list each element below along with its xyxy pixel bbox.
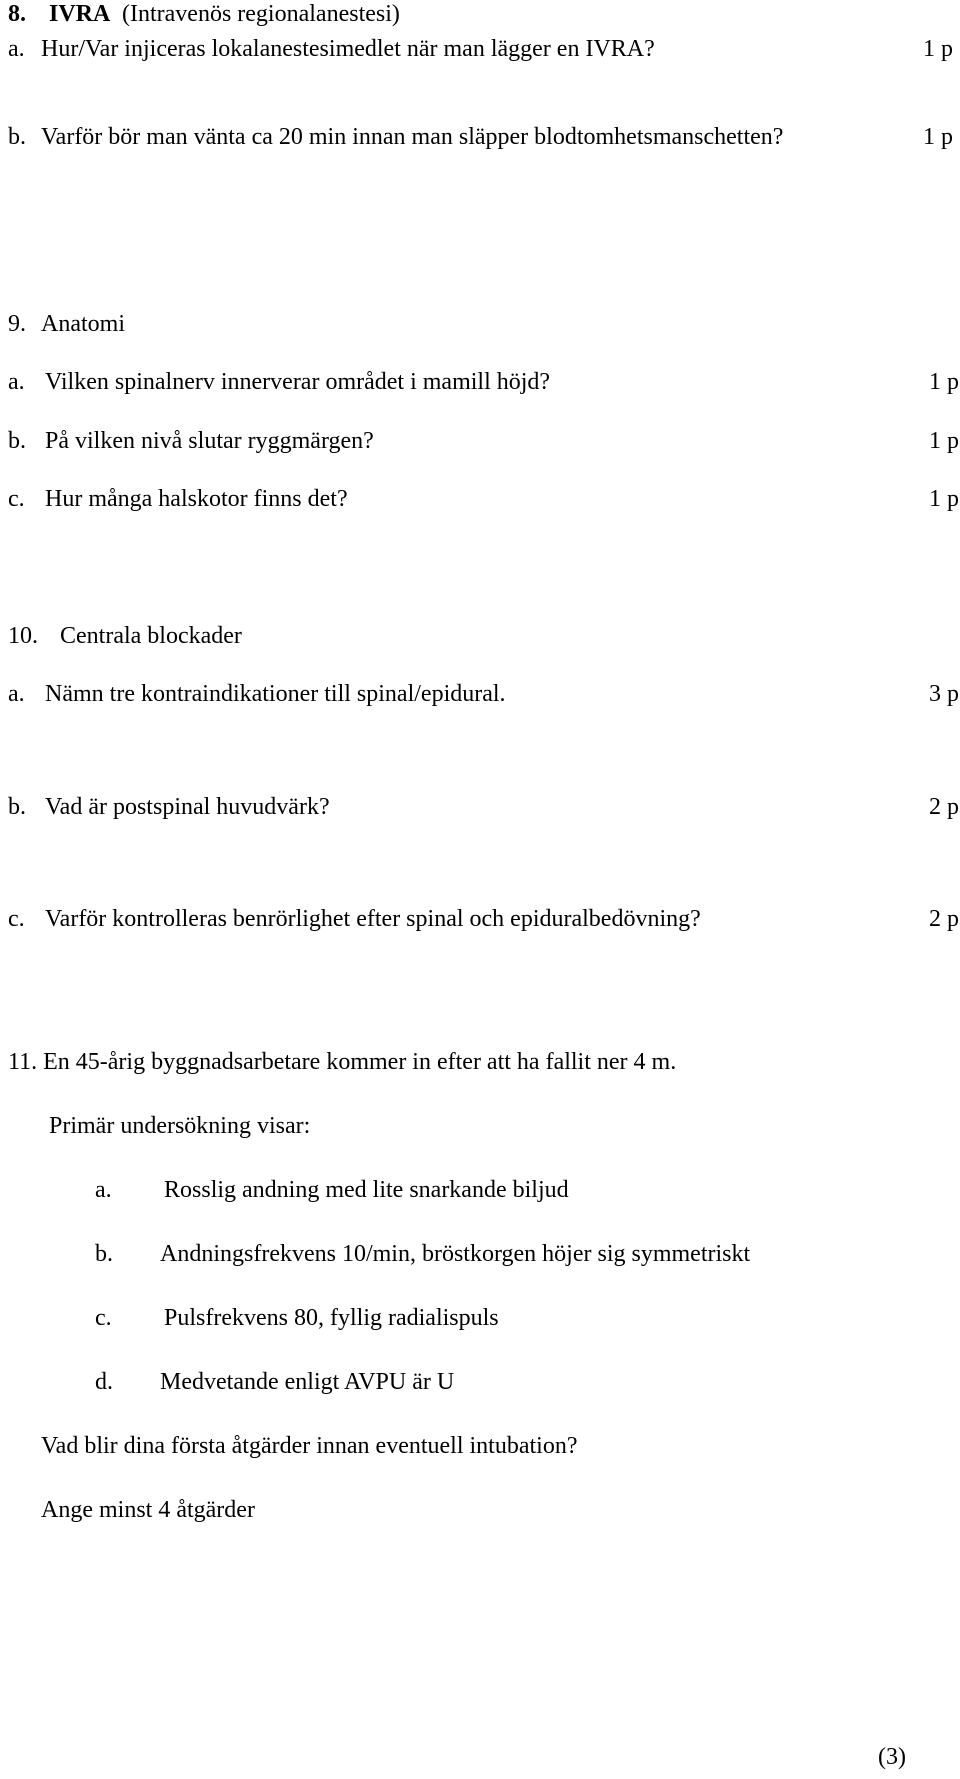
item-letter: a.	[8, 36, 25, 62]
q8-item-a-points: 1 p	[923, 36, 953, 62]
item-letter: c.	[8, 486, 25, 512]
item-letter: c.	[8, 906, 25, 932]
item-text: Medvetande enligt AVPU är U	[160, 1369, 455, 1395]
q8-title: IVRA	[49, 1, 111, 27]
q10-number: 10.	[8, 623, 38, 649]
item-text: Pulsfrekvens 80, fyllig radialispuls	[164, 1305, 499, 1331]
q10-item-c-points: 2 p	[929, 906, 959, 932]
q8-item-b-points: 1 p	[923, 124, 953, 150]
item-letter: a.	[8, 681, 25, 707]
item-letter: b.	[8, 794, 26, 820]
item-letter: a.	[8, 369, 25, 395]
q11-title: 11. En 45-årig byggnadsarbetare kommer in efter att ha fallit ner 4 m.	[8, 1049, 677, 1075]
q9-item-a-points: 1 p	[929, 369, 959, 395]
q8-number: 8.	[8, 1, 26, 27]
item-text: Andningsfrekvens 10/min, bröstkorgen höjer sig symmetriskt	[160, 1241, 751, 1267]
q10-item-b-points: 2 p	[929, 794, 959, 820]
item-letter: d.	[95, 1369, 113, 1395]
item-text: Rosslig andning med lite snarkande biljud	[164, 1177, 569, 1203]
q9-item-b-points: 1 p	[929, 428, 959, 454]
item-letter: b.	[8, 124, 26, 150]
item-letter: c.	[95, 1305, 112, 1331]
item-text: Hur/Var injiceras lokalanestesimedlet när man lägger en IVRA?	[41, 36, 655, 62]
item-text: Vilken spinalnerv innerverar området i mamill höjd?	[45, 369, 551, 395]
item-text: Hur många halskotor finns det?	[45, 486, 348, 512]
q11-subtitle: Primär undersökning visar:	[49, 1113, 311, 1139]
item-letter: a.	[95, 1177, 112, 1203]
page-number: (3)	[878, 1744, 906, 1770]
item-letter: b.	[8, 428, 26, 454]
q9-number: 9.	[8, 311, 26, 337]
item-text: Nämn tre kontraindikationer till spinal/epidural.	[45, 681, 506, 707]
q9-title: Anatomi	[41, 311, 125, 337]
q10-item-a-points: 3 p	[929, 681, 959, 707]
q11-question: Vad blir dina första åtgärder innan eventuell intubation?	[41, 1433, 578, 1459]
item-text: Varför kontrolleras benrörlighet efter spinal och epiduralbedövning?	[45, 906, 701, 932]
q9-item-c-points: 1 p	[929, 486, 959, 512]
item-text: Varför bör man vänta ca 20 min innan man släpper blodtomhetsmanschetten?	[41, 124, 784, 150]
item-text: På vilken nivå slutar ryggmärgen?	[45, 428, 374, 454]
q11-instruction: Ange minst 4 åtgärder	[41, 1497, 255, 1523]
item-text: Vad är postspinal huvudvärk?	[45, 794, 330, 820]
q8-title-rest: (Intravenös regionalanestesi)	[122, 1, 400, 27]
q10-title: Centrala blockader	[60, 623, 242, 649]
item-letter: b.	[95, 1241, 113, 1267]
